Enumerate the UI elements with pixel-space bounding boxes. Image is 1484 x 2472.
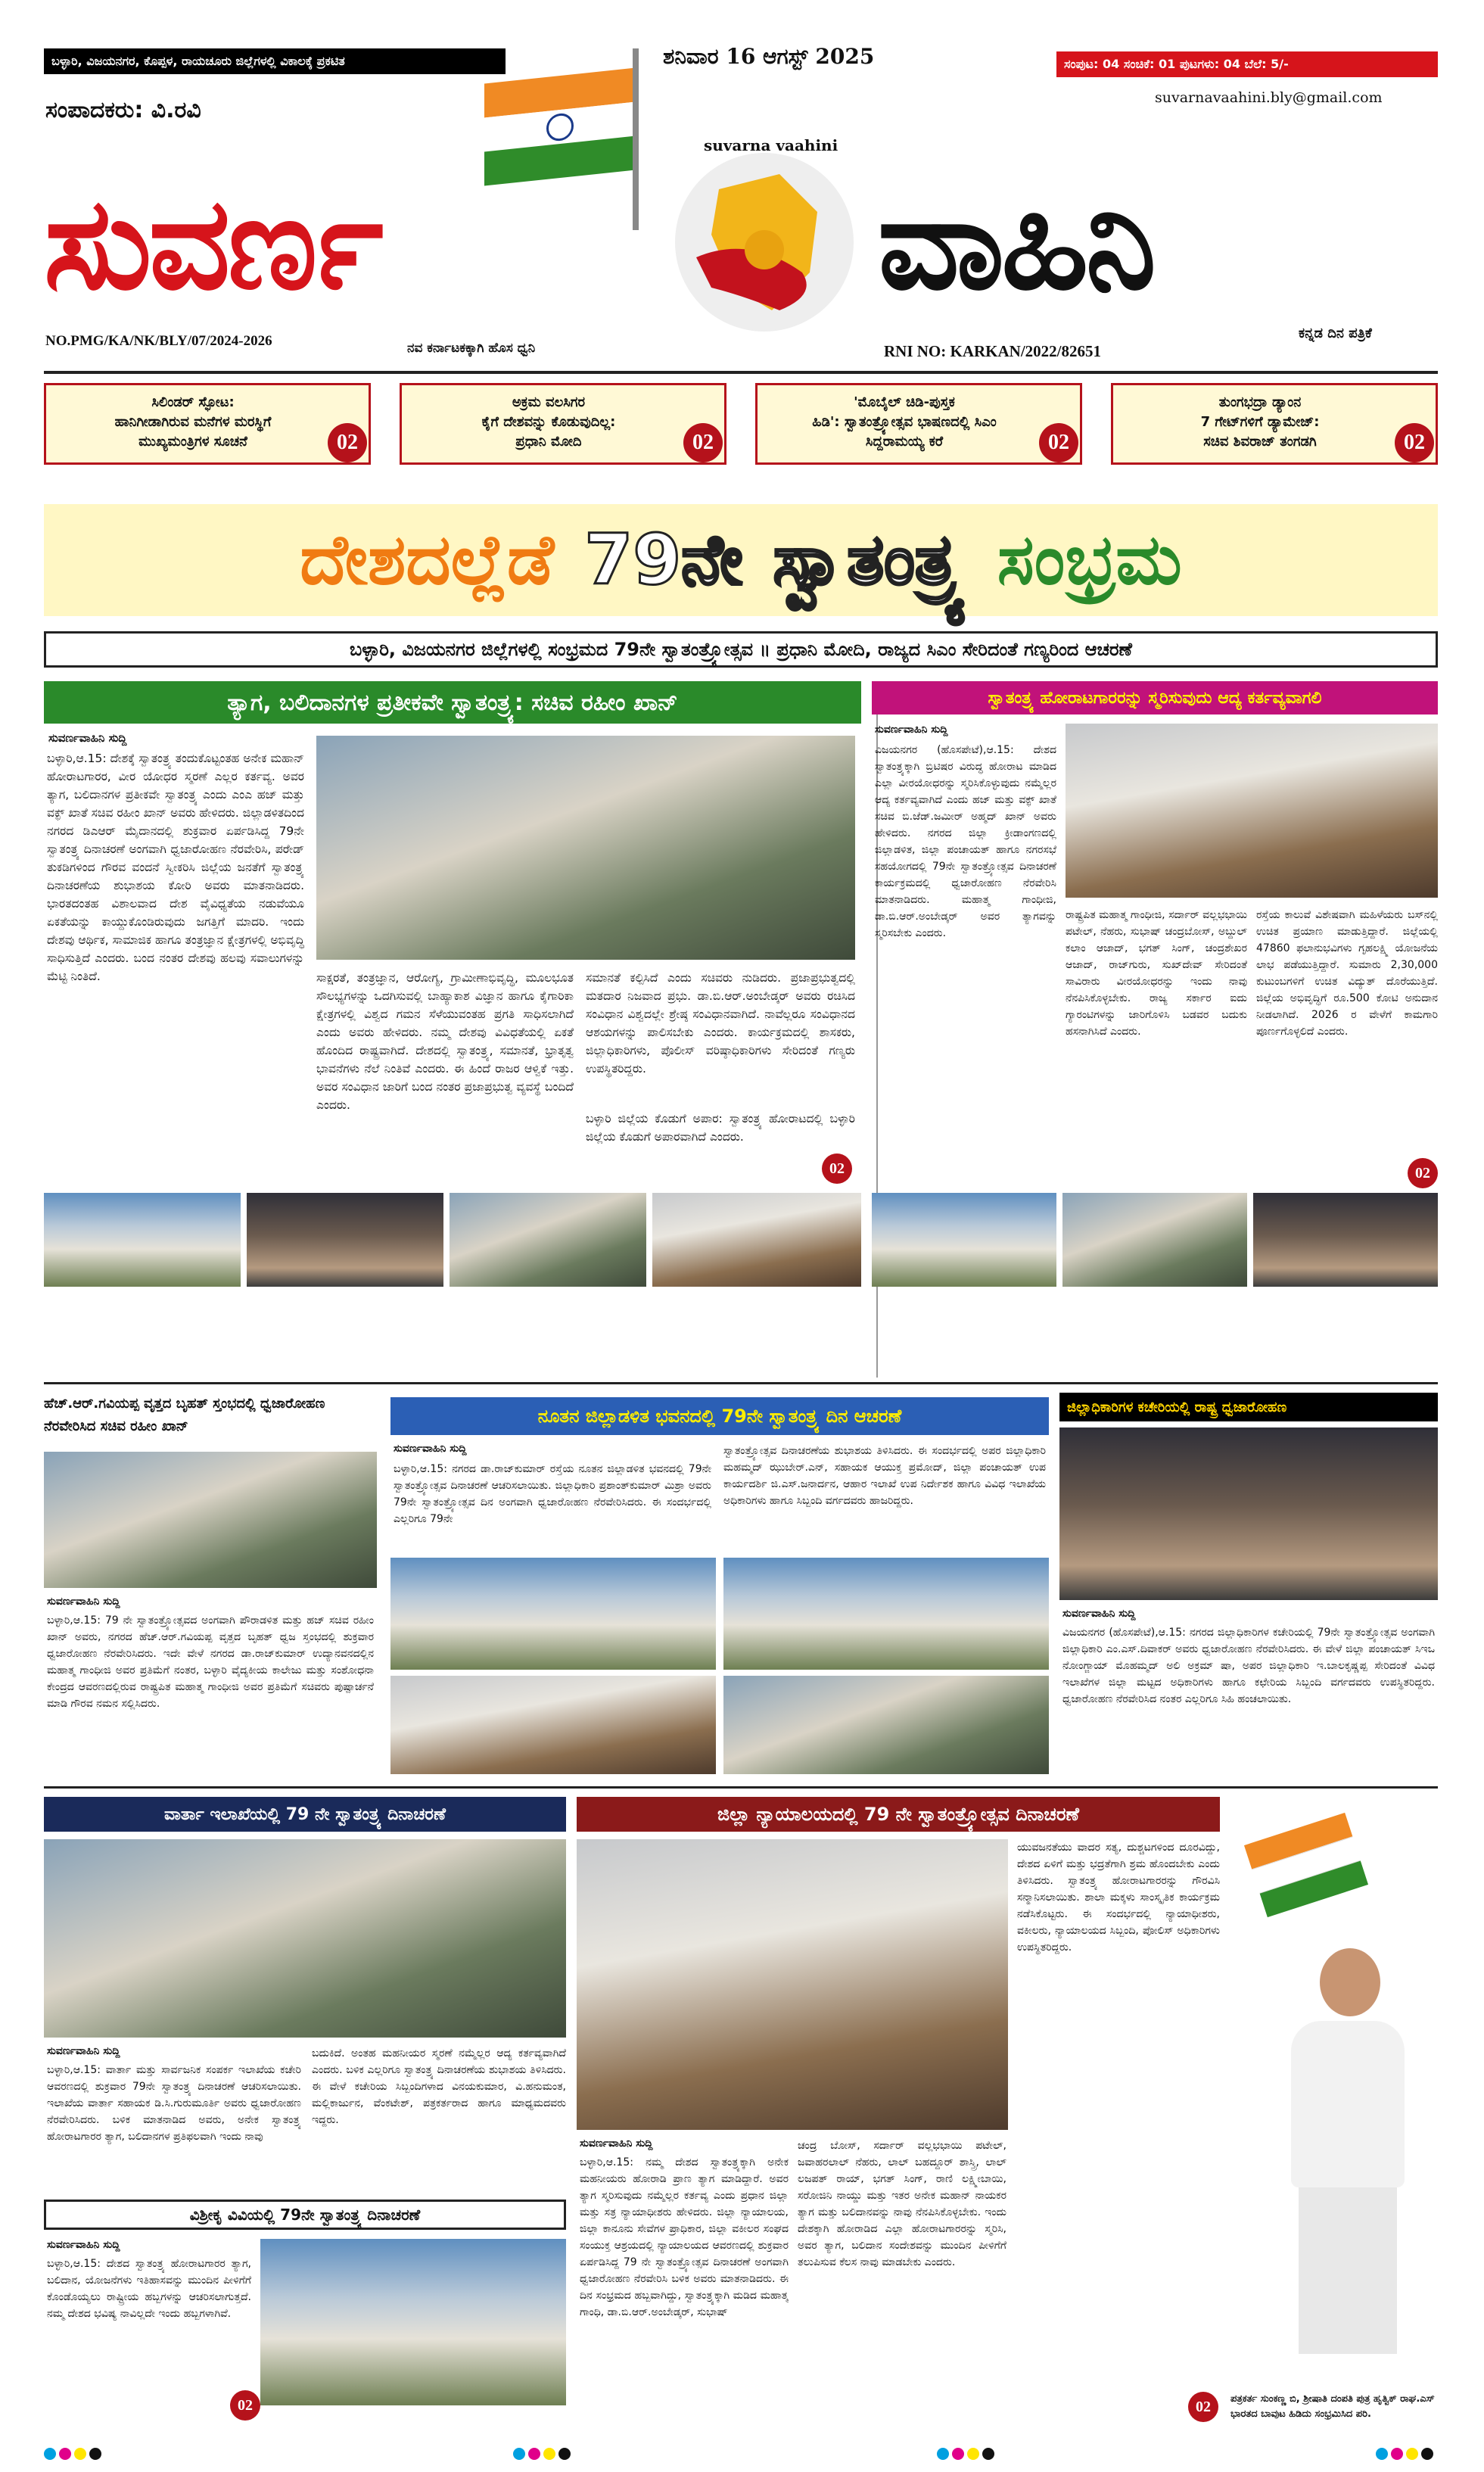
cmyk-marks-center-right	[937, 2448, 997, 2463]
story-3-headline[interactable]: ಹೆಚ್.ಆರ್.ಗವಿಯಪ್ಪ ವೃತ್ತದ ಬೃಹತ್ ಸ್ತಂಭದಲ್ಲಿ ಧ್ವಜಾರೋಹಣ ನೆರವೇರಿಸಿದ ಸಚಿವ ರಹೀಂ ಖಾನ್	[44, 1396, 325, 1434]
story-6-col2: ಬದುಕಿದೆ. ಅಂತಹ ಮಹನೀಯರ ಸ್ಮರಣೆ ನಮ್ಮೆಲ್ಲರ ಆದ್ಯ ಕರ್ತವ್ಯವಾಗಿದೆ ಎಂದರು. ಬಳಿಕ ಎಲ್ಲರಿಗೂ ಸ್ವಾತಂತ್ರ್ಯ ದಿನಾಚರಣೆಯ ಶುಭಾಶಯ ತಿಳಿಸಿದರು. ಈ ವೇಳೆ ಕಚೇರಿಯ ಸಿಬ್ಬಂದಿಗಳಾದ ವಿನಯಕುಮಾರ, ವಿ.ಹನುಮಂತ, ಮಲ್ಲಿಕಾರ್ಜುನ, ವೆಂಕಟೇಶ್, ಪತ್ರಕರ್ತರಾದ ಹಾಗೂ ಮಾಧ್ಯಮದವರು ಇದ್ದರು.	[312, 2047, 566, 2126]
story-8-col1: ಬಳ್ಳಾರಿ,ಆ.15: ನಮ್ಮ ದೇಶದ ಸ್ವಾತಂತ್ರ್ಯಕ್ಕಾಗಿ ಅನೇಕ ಮಹನೀಯರು ಹೋರಾಡಿ ಪ್ರಾಣ ತ್ಯಾಗ ಮಾಡಿದ್ದಾರೆ. ಅವರ ತ್ಯಾಗ ಸ್ಮರಿಸುವುದು ನಮ್ಮೆಲ್ಲರ ಕರ್ತವ್ಯ ಎಂದು ಪ್ರಧಾನ ಜಿಲ್ಲಾ ಮತ್ತು ಸತ್ರ ನ್ಯಾಯಾಧೀಶರು ಹೇಳಿದರು. ಜಿಲ್ಲಾ ನ್ಯಾಯಾಲಯ, ಜಿಲ್ಲಾ ಕಾನೂನು ಸೇವೆಗಳ ಪ್ರಾಧಿಕಾರ, ಜಿಲ್ಲಾ ವಕೀಲರ ಸಂಘದ ಸಂಯುಕ್ತ ಆಶ್ರಯದಲ್ಲಿ ನ್ಯಾಯಾಲಯದ ಆವರಣದಲ್ಲಿ ಶುಕ್ರವಾರ ಏರ್ಪಡಿಸಿದ್ದ 79 ನೇ ಸ್ವಾತಂತ್ರ್ಯೋತ್ಸವ ದಿನಾಚರಣೆ ಅಂಗವಾಗಿ ಧ್ವಜಾರೋಹಣ ನೆರವೇರಿಸಿ ಬಳಿಕ ಅವರು ಮಾತನಾಡಿದರು. ಈ ದಿನ ಸಂಭ್ರಮದ ಹಬ್ಬವಾಗಿದ್ದು, ಸ್ವಾತಂತ್ರ್ಯಕ್ಕಾಗಿ ಮಡಿದ ಮಹಾತ್ಮ ಗಾಂಧಿ, ಡಾ.ಬಿ.ಆರ್.ಅಂಬೇಡ್ಕರ್, ಸುಭಾಷ್	[580, 2156, 789, 2318]
story-2-col1: ವಿಜಯನಗರ (ಹೊಸಪೇಟೆ),ಆ.15: ದೇಶದ ಸ್ವಾತಂತ್ರ್ಯಕ್ಕಾಗಿ ಬ್ರಿಟಿಷರ ವಿರುದ್ಧ ಹೋರಾಟ ಮಾಡಿದ ಎಲ್ಲಾ ವೀರಯೋಧರನ್ನು ಸ್ಮರಿಸಿಕೊಳ್ಳುವುದು ನಮ್ಮೆಲ್ಲರ ಆದ್ಯ ಕರ್ತವ್ಯವಾಗಿದೆ ಎಂದು ಹಜ್ ಮತ್ತು ವಕ್ಫ್ ಖಾತೆ ಸಚಿವ ಬಿ.ಜೆಡ್.ಜಮೀರ್ ಅಹ್ಮದ್ ಖಾನ್ ಅವರು ಹೇಳಿದರು. ನಗರದ ಜಿಲ್ಲಾ ಕ್ರೀಡಾಂಗಣದಲ್ಲಿ ಜಿಲ್ಲಾಡಳಿತ, ಜಿಲ್ಲಾ ಪಂಚಾಯತ್ ಹಾಗೂ ನಗರಸಭೆ ಸಹಯೋಗದಲ್ಲಿ 79ನೇ ಸ್ವಾತಂತ್ರ್ಯೋತ್ಸವ ದಿನಾಚರಣೆ ಕಾರ್ಯಕ್ರಮದಲ್ಲಿ ಧ್ವಜಾರೋಹಣ ನೆರವೇರಿಸಿ ಮಾತನಾಡಿದರು. ಮಹಾತ್ಮ ಗಾಂಧೀಜಿ, ಡಾ.ಬಿ.ಆರ್.ಅಂಬೇಡ್ಕರ್ ಅವರ ತ್ಯಾಗವನ್ನು ಸ್ಮರಿಸಬೇಕು ಎಂದರು.	[875, 744, 1056, 939]
teaser-3[interactable]	[1111, 383, 1438, 465]
story-4-photo-building	[390, 1558, 716, 1670]
teaser-2-line2: ಹಿಡಿ': ಸ್ವಾತಂತ್ರ್ಯೋತ್ಸವ ಭಾಷಣದಲ್ಲಿ ಸಿಎಂ	[812, 414, 997, 430]
story-8-byline: ಸುವರ್ಣವಾಹಿನಿ ಸುದ್ದಿ	[580, 2137, 653, 2150]
teaser-3-line1: ತುಂಗಭದ್ರಾ ಡ್ಯಾಂನ	[1218, 394, 1302, 410]
teaser-2[interactable]	[755, 383, 1082, 465]
teaser-3-page: 02	[1395, 423, 1434, 462]
issue-date: ಶನಿವಾರ 16 ಆಗಸ್ಟ್ 2025	[663, 44, 875, 69]
story-1-page: 02	[822, 1153, 852, 1184]
story-1-col3: ಸಮಾನತೆ ಕಲ್ಪಿಸಿದೆ ಎಂದು ಸಚಿವರು ನುಡಿದರು. ಪ್ರಜಾಪ್ರಭುತ್ವದಲ್ಲಿ ಮತದಾರ ನಿಜವಾದ ಪ್ರಭು. ಡಾ.ಬಿ.ಆರ್.ಅಂಬೇಡ್ಕರ್ ಅವರು ರಚಿಸಿದ ಸಂವಿಧಾನ ವಿಶ್ವದಲ್ಲೇ ಶ್ರೇಷ್ಠ ಸಂವಿಧಾನವಾಗಿದೆ. ನಾವೆಲ್ಲರೂ ಸಂವಿಧಾನದ ಆಶಯಗಳನ್ನು ಪಾಲಿಸಬೇಕು ಎಂದರು. ಕಾರ್ಯಕ್ರಮದಲ್ಲಿ ಶಾಸಕರು, ಜಿಲ್ಲಾಧಿಕಾರಿಗಳು, ಪೊಲೀಸ್ ವರಿಷ್ಠಾಧಿಕಾರಿಗಳು ಸೇರಿದಂತೆ ಗಣ್ಯರು ಉಪಸ್ಥಿತರಿದ್ದರು.	[586, 971, 855, 1076]
story-1-headline[interactable]: ತ್ಯಾಗ, ಬಲಿದಾನಗಳ ಪ್ರತೀಕವೇ ಸ್ವಾತಂತ್ರ್ಯ: ಸಚಿವ ರಹೀಂ ಖಾನ್	[44, 681, 861, 724]
teaser-0-page: 02	[328, 423, 367, 462]
teaser-2-line3: ಸಿದ್ದರಾಮಯ್ಯ ಕರೆ	[865, 434, 944, 450]
teaser-1-line1: ಅಕ್ರಮ ವಲಸಿಗರ	[512, 394, 586, 410]
teaser-0[interactable]	[44, 383, 371, 465]
story-1-byline: ಸುವರ್ಣವಾಹಿನಿ ಸುದ್ದಿ	[48, 731, 127, 745]
story-1	[44, 681, 861, 1378]
held-flag-icon	[1244, 1813, 1368, 1917]
region-strip: ಬಳ್ಳಾರಿ, ವಿಜಯನಗರ, ಕೊಪ್ಪಳ, ರಾಯಚೂರು ಜಿಲ್ಲೆಗಳಲ್ಲಿ ವಿಕಾಲಕ್ಕೆ ಪ್ರಕಟಿತ	[44, 48, 506, 74]
story-7-body: ಬಳ್ಳಾರಿ,ಆ.15: ದೇಶದ ಸ್ವಾತಂತ್ರ್ಯ ಹೋರಾಟಗಾರರ ತ್ಯಾಗ, ಬಲಿದಾನ, ಯೋಜನೆಗಳು ಇತಿಹಾಸವನ್ನು ಮುಂದಿನ ಪೀಳಿಗೆಗೆ ಕೊಂಡೊಯ್ಯಲು ರಾಷ್ಟ್ರೀಯ ಹಬ್ಬಗಳನ್ನು ಆಚರಿಸಲಾಗುತ್ತದೆ. ನಮ್ಮ ದೇಶದ ಭವಿಷ್ಯ ನಾವಿಲ್ಲದೇ ಇಂದು ಹಬ್ಬಗಳಾಗಿವೆ.	[47, 2258, 251, 2320]
story-2-photo-speech	[872, 1193, 1056, 1287]
story-1-photo-cadets	[247, 1193, 443, 1287]
cmyk-marks-center-left	[513, 2448, 574, 2463]
issue-info: ಸಂಪುಟ: 04 ಸಂಚಿಕೆ: 01 ಪುಟಗಳು: 04 ಬೆಲೆ: 5/-	[1056, 51, 1438, 77]
banner-word-1: ದೇಶದಲ್ಲೆಡೆ	[300, 519, 555, 600]
teaser-0-line2: ಹಾನಿಗೀಡಾಗಿರುವ ಮನೆಗಳ ಮರಸ್ಥಿಗೆ	[114, 414, 272, 430]
story-4-col2: ಸ್ವಾತಂತ್ರ್ಯೋತ್ಸವ ದಿನಾಚರಣೆಯ ಶುಭಾಶಯ ತಿಳಿಸಿದರು. ಈ ಸಂದರ್ಭದಲ್ಲಿ ಅಪರ ಜಿಲ್ಲಾಧಿಕಾರಿ ಮಹಮ್ಮದ್ ಝುಬೇರ್.ಎನ್, ಸಹಾಯಕ ಆಯುಕ್ತ ಪ್ರಮೋದ್, ಜಿಲ್ಲಾ ಪಂಚಾಯತ್ ಉಪ ಕಾರ್ಯದರ್ಶಿ ಜಿ.ಎಸ್.ಜನಾರ್ದನ, ಆಹಾರ ಇಲಾಖೆ ಉಪ ನಿರ್ದೇಶಕ ಹಾಗೂ ವಿವಿಧ ಇಲಾಖೆಯ ಅಧಿಕಾರಿಗಳು ಹಾಗೂ ಸಿಬ್ಬಂದಿ ವರ್ಗದವರು ಹಾಜರಿದ್ದರು.	[723, 1445, 1046, 1507]
story-8-photo	[577, 1839, 1008, 2130]
teaser-3-line2: 7 ಗೇಟ್‌ಗಳಿಗೆ ಡ್ಯಾಮೇಜ್:	[1200, 414, 1320, 430]
banner-word-3: ಸ್ವಾತಂತ್ರ್ಯ	[773, 519, 967, 600]
title-left: ಸುವರ್ಣ	[44, 170, 381, 318]
story-8-headline[interactable]: ಜಿಲ್ಲಾ ನ್ಯಾಯಾಲಯದಲ್ಲಿ 79 ನೇ ಸ್ವಾತಂತ್ರ್ಯೋತ್ಸವ ದಿನಾಚರಣೆ	[577, 1797, 1220, 1832]
brand-small: suvarna vaahini	[704, 136, 838, 154]
child-figure	[1291, 1948, 1405, 2372]
story-7-photo	[260, 2239, 566, 2405]
story-2-photo-main	[1066, 724, 1438, 898]
teaser-1[interactable]	[400, 383, 726, 465]
story-4-col1: ಬಳ್ಳಾರಿ,ಆ.15: ನಗರದ ಡಾ.ರಾಜ್‌ಕುಮಾರ್ ರಸ್ತೆಯ ನೂತನ ಜಿಲ್ಲಾಡಳಿತ ಭವನದಲ್ಲಿ 79ನೇ ಸ್ವಾತಂತ್ರ್ಯೋತ್ಸವ ದಿನಾಚರಣೆ ಆಚರಿಸಲಾಯಿತು. ಜಿಲ್ಲಾಧಿಕಾರಿ ಪ್ರಶಾಂತ್‌ಕುಮಾರ್ ಮಿಶ್ರಾ ಅವರು 79ನೇ ಸ್ವಾತಂತ್ರ್ಯೋತ್ಸವ ದಿನ ಅಂಗವಾಗಿ ಧ್ವಜಾರೋಹಣ ನೆರವೇರಿಸಿದರು. ಈ ಸಂದರ್ಭದಲ್ಲಿ ಎಲ್ಲರಿಗೂ 79ನೇ	[394, 1463, 711, 1525]
story-8-page: 02	[1188, 2392, 1218, 2422]
story-6	[44, 1797, 566, 2190]
story-1-photo-main	[316, 736, 855, 960]
indian-flag-icon	[484, 67, 636, 185]
story-2-photo-march	[1253, 1193, 1438, 1287]
story-1-col2: ಸಾಕ್ಷರತೆ, ತಂತ್ರಜ್ಞಾನ, ಆರೋಗ್ಯ, ಗ್ರಾಮೀಣಾಭಿವೃದ್ಧಿ, ಮೂಲಭೂತ ಸೌಲಭ್ಯಗಳನ್ನು ಒದಗಿಸುವಲ್ಲಿ ಬಾಹ್ಯಾಕಾಶ ವಿಜ್ಞಾನ ಹಾಗೂ ಕೈಗಾರಿಕಾ ಕ್ಷೇತ್ರಗಳಲ್ಲಿ ವಿಶ್ವದ ಗಮನ ಸೆಳೆಯುವಂತಹ ಪ್ರಗತಿ ಸಾಧಿಸಲಾಗಿದೆ ಎಂದು ಅವರು ಹೇಳಿದರು. ನಮ್ಮ ದೇಶವು ವಿವಿಧತೆಯಲ್ಲಿ ಏಕತೆ ಹೊಂದಿದ ರಾಷ್ಟ್ರವಾಗಿದೆ. ದೇಶದಲ್ಲಿ ಸ್ವಾತಂತ್ರ್ಯ, ಸಮಾನತೆ, ಭ್ರಾತೃತ್ವ ಭಾವನೆಗಳು ನೆಲೆ ನಿಂತಿವೆ ಎಂದರು. ಈ ಹಿಂದೆ ರಾಜರ ಆಳ್ವಿಕೆ ಇತ್ತು. ಅವರ ಸಂವಿಧಾನ ಜಾರಿಗೆ ಬಂದ ನಂತರ ಪ್ರಜಾಪ್ರಭುತ್ವ ವ್ಯವಸ್ಥೆ ಬಂದಿದೆ ಎಂದರು.	[316, 971, 574, 1112]
main-banner	[44, 504, 1438, 616]
story-2-photo-officials	[1062, 1193, 1247, 1287]
story-1-photo-stage	[652, 1193, 861, 1287]
teaser-0-line1: ಸಿಲಿಂಡರ್ ಸ್ಫೋಟ:	[151, 394, 235, 410]
teaser-2-line1: 'ಮೊಬೈಲ್ ಚಿಡಿ-ಪುಸ್ತಕ	[854, 394, 955, 410]
child-flag-photo	[1230, 1797, 1438, 2387]
story-2-page: 02	[1408, 1158, 1438, 1188]
story-4	[390, 1393, 1049, 1779]
karnataka-emblem-icon	[666, 144, 863, 333]
story-1-col1: ಬಳ್ಳಾರಿ,ಆ.15: ದೇಶಕ್ಕೆ ಸ್ವಾತಂತ್ರ್ಯ ತಂದುಕೊಟ್ಟಂತಹ ಅನೇಕ ಮಹಾನ್ ಹೋರಾಟಗಾರರ, ವೀರ ಯೋಧರ ಸ್ಮರಣೆ ಎಲ್ಲರ ಕರ್ತವ್ಯ. ಅವರ ತ್ಯಾಗ, ಬಲಿದಾನಗಳ ಪ್ರತೀಕವೇ ಸ್ವಾತಂತ್ರ್ಯ ಎಂದು ಎಂಎ ಹಜ್ ಮತ್ತು ವಕ್ಫ್ ಖಾತೆ ಸಚಿವ ರಹೀಂ ಖಾನ್ ಅವರು ಹೇಳಿದರು. ಜಿಲ್ಲಾಡಳಿತದಿಂದ ನಗರದ ಡಿಎಆರ್ ಮೈದಾನದಲ್ಲಿ ಶುಕ್ರವಾರ ಏರ್ಪಡಿಸಿದ್ದ 79ನೇ ಸ್ವಾತಂತ್ರ್ಯ ದಿನಾಚರಣೆ ಅಂಗವಾಗಿ ಧ್ವಜಾರೋಹಣ ನೆರವೇರಿಸಿ, ಪರೇಡ್ ತುಕಡಿಗಳಿಂದ ಗೌರವ ವಂದನೆ ಸ್ವೀಕರಿಸಿ ಜಿಲ್ಲೆಯ ಜನತೆಗೆ ಸ್ವಾತಂತ್ರ್ಯ ದಿನಾಚರಣೆಯ ಶುಭಾಶಯ ಕೋರಿ ಅವರು ಮಾತನಾಡಿದರು. ಭಾರತದಂತಹ ವಿಶಾಲವಾದ ದೇಶ ವೈವಿಧ್ಯತೆಯ ನಡುವೆಯೂ ಏಕತೆಯನ್ನು ಕಾಯ್ದುಕೊಂಡಿರುವುದು ಜಗತ್ತಿಗೆ ಮಾದರಿ. ಇಂದು ದೇಶವು ಆರ್ಥಿಕ, ಸಾಮಾಜಿಕ ಹಾಗೂ ತಂತ್ರಜ್ಞಾನ ಕ್ಷೇತ್ರಗಳಲ್ಲಿ ಅಭಿವೃದ್ಧಿ ಸಾಧಿಸುತ್ತಿದೆ ಎಂದರು. ಬಂದ ನಂತರ ದೇಶವು ಹಲವು ಸವಾಲುಗಳನ್ನು ಮೆಟ್ಟಿ ನಿಂತಿದೆ.	[47, 752, 304, 983]
editor-name: ಸಂಪಾದಕರು: ವಿ.ರವಿ	[45, 97, 201, 123]
story-5	[1059, 1393, 1438, 1779]
story-4-photo-building2	[723, 1558, 1049, 1670]
banner-word-2: 79ನೇ	[584, 519, 743, 600]
story-3-byline: ಸುವರ್ಣವಾಹಿನಿ ಸುದ್ದಿ	[47, 1596, 120, 1608]
story-6-byline: ಸುವರ್ಣವಾಹಿನಿ ಸುದ್ದಿ	[47, 2045, 120, 2057]
teaser-3-line3: ಸಚಿವ ಶಿವರಾಜ್ ತಂಗಡಗಿ	[1203, 434, 1317, 450]
photo-caption: ಪತ್ರಕರ್ತ ಸುಂಕಣ್ಣ ಬಿ, ಶ್ರೀಷಾತಿ ದಂಪತಿ ಪುತ್ರ ಹೃತ್ವಿಕ್ ರಾಘ.ಎಸ್ ಭಾರತದ ಬಾವುಟ ಹಿಡಿದು ಸಂಭ್ರಮಿಸಿದ ಪರಿ.	[1230, 2393, 1435, 2420]
story-4-photo-group	[723, 1676, 1049, 1774]
story-6-col1: ಬಳ್ಳಾರಿ,ಆ.15: ವಾರ್ತಾ ಮತ್ತು ಸಾರ್ವಜನಿಕ ಸಂಪರ್ಕ ಇಲಾಖೆಯ ಕಚೇರಿ ಆವರಣದಲ್ಲಿ ಶುಕ್ರವಾರ 79ನೇ ಸ್ವಾತಂತ್ರ್ಯ ದಿನಾಚರಣೆ ಆಚರಿಸಲಾಯಿತು. ಇಲಾಖೆಯ ವಾರ್ತಾ ಸಹಾಯಕ ಡಿ.ಸಿ.ಗುರುಮೂರ್ತಿ ಅವರು ಧ್ವಜಾರೋಹಣ ನೆರವೇರಿಸಿದರು. ಬಳಿಕ ಮಾತನಾಡಿದ ಅವರು, ಅನೇಕ ಸ್ವಾತಂತ್ರ್ಯ ಹೋರಾಟಗಾರರ ತ್ಯಾಗ, ಬಲಿದಾನಗಳ ಪ್ರತಿಫಲವಾಗಿ ಇಂದು ನಾವು	[47, 2064, 301, 2143]
teaser-1-line2: ಕೈಗೆ ದೇಶವನ್ನು ಕೊಡುವುದಿಲ್ಲ:	[481, 414, 616, 430]
story-4-photo-officials	[390, 1676, 716, 1774]
masthead-rule	[44, 371, 1438, 374]
story-7-byline: ಸುವರ್ಣವಾಹಿನಿ ಸುದ್ದಿ	[47, 2239, 120, 2251]
story-2	[872, 681, 1438, 1378]
flag-pole	[633, 48, 639, 230]
story-5-body: ವಿಜಯನಗರ (ಹೊಸಪೇಟೆ),ಆ.15: ನಗರದ ಜಿಲ್ಲಾಧಿಕಾರಿಗಳ ಕಚೇರಿಯಲ್ಲಿ 79ನೇ ಸ್ವಾತಂತ್ರ್ಯೋತ್ಸವ ಅಂಗವಾಗಿ ಜಿಲ್ಲಾಧಿಕಾರಿ ಎಂ.ಎಸ್.ದಿವಾಕರ್ ಅವರು ಧ್ವಜಾರೋಹಣ ನೆರವೇರಿಸಿದರು. ಈ ವೇಳೆ ಜಿಲ್ಲಾ ಪಂಚಾಯತ್ ಸಿಇಒ ನೋಂಗ್ಜಾಯ್ ಮೊಹಮ್ಮದ್ ಅಲಿ ಅಕ್ರಮ್ ಷಾ, ಅಪರ ಜಿಲ್ಲಾಧಿಕಾರಿ ಇ.ಬಾಲಕೃಷ್ಣಪ್ಪ ಸೇರಿದಂತೆ ವಿವಿಧ ಇಲಾಖೆಗಳ ಜಿಲ್ಲಾ ಮಟ್ಟದ ಅಧಿಕಾರಿಗಳು ಹಾಗೂ ಕಛೇರಿಯ ಸಿಬ್ಬಂದಿ ವರ್ಗದವರು ಉಪಸ್ಥಿತರಿದ್ದರು. ಧ್ವಜಾರೋಹಣ ನೆರವೇರಿಸಿದ ನಂತರ ಎಲ್ಲರಿಗೂ ಸಿಹಿ ಹಂಚಲಾಯಿತು.	[1062, 1627, 1435, 1705]
story-8	[577, 1797, 1220, 2427]
sub-banner: ಬಳ್ಳಾರಿ, ವಿಜಯನಗರ ಜಿಲ್ಲೆಗಳಲ್ಲಿ ಸಂಭ್ರಮದ 79ನೇ ಸ್ವಾತಂತ್ರ್ಯೋತ್ಸವ ॥ ಪ್ರಧಾನಿ ಮೋದಿ, ರಾಜ್ಯದ ಸಿಎಂ ಸೇರಿದಂತೆ ಗಣ್ಯರಿಂದ ಆಚರಣೆ	[44, 631, 1438, 668]
masthead	[0, 0, 1484, 378]
story-1-photo-band	[450, 1193, 646, 1287]
story-1-photo-parade	[44, 1193, 241, 1287]
banner-word-4: ಸಂಭ್ರಮ	[997, 519, 1182, 600]
story-5-headline[interactable]: ಜಿಲ್ಲಾಧಿಕಾರಿಗಳ ಕಚೇರಿಯಲ್ಲಿ ರಾಷ್ಟ್ರ ಧ್ವಜಾರೋಹಣ	[1059, 1393, 1438, 1421]
teaser-1-line3: ಪ್ರಧಾನಿ ಮೋದಿ	[515, 434, 582, 450]
story-2-headline[interactable]: ಸ್ವಾತಂತ್ರ್ಯ ಹೋರಾಟಗಾರರನ್ನು ಸ್ಮರಿಸುವುದು ಆದ್ಯ ಕರ್ತವ್ಯವಾಗಲಿ	[872, 681, 1438, 715]
section-rule-2	[44, 1786, 1438, 1789]
story-5-byline: ಸುವರ್ಣವಾಹಿನಿ ಸುದ್ದಿ	[1062, 1608, 1136, 1620]
teaser-2-page: 02	[1039, 423, 1078, 462]
story-4-byline: ಸುವರ್ಣವಾಹಿನಿ ಸುದ್ದಿ	[394, 1443, 467, 1455]
story-6-headline[interactable]: ವಾರ್ತಾ ಇಲಾಖೆಯಲ್ಲಿ 79 ನೇ ಸ್ವಾತಂತ್ರ್ಯ ದಿನಾಚರಣೆ	[44, 1797, 566, 1832]
teaser-strip	[44, 383, 1438, 466]
story-8-col3: ಯುವಜನತೆಯು ವಾದರ ಸತ್ಯ, ದುಶ್ಚಟಗಳಿಂದ ದೂರವಿದ್ದು, ದೇಶದ ಏಳಿಗೆ ಮತ್ತು ಭದ್ರತೆಗಾಗಿ ಶ್ರಮ ಹೊಂದಬೇಕು ಎಂದು ತಿಳಿಸಿದರು. ಸ್ವಾತಂತ್ರ್ಯ ಹೋರಾಟಗಾರರನ್ನು ಗೌರವಿಸಿ ಸನ್ಮಾನಿಸಲಾಯಿತು. ಶಾಲಾ ಮಕ್ಕಳು ಸಾಂಸ್ಕೃತಿಕ ಕಾರ್ಯಕ್ರಮ ನಡೆಸಿಕೊಟ್ಟರು. ಈ ಸಂದರ್ಭದಲ್ಲಿ ನ್ಯಾಯಾಧೀಶರು, ವಕೀಲರು, ನ್ಯಾಯಾಲಯದ ಸಿಬ್ಬಂದಿ, ಪೋಲಿಸ್ ಅಧಿಕಾರಿಗಳು ಉಪಸ್ಥಿತರಿದ್ದರು.	[1017, 1842, 1220, 1954]
section-rule-1	[44, 1382, 1438, 1384]
cmyk-marks-right	[1376, 2448, 1436, 2463]
story-2-col3: ರಸ್ತೆಯ ಕಾಲುವೆ ವಿಶೇಷವಾಗಿ ಮಹಿಳೆಯರು ಬಸ್‌ನಲ್ಲಿ ಉಚಿತ ಪ್ರಯಾಣ ಮಾಡುತ್ತಿದ್ದಾರೆ. ಜಿಲ್ಲೆಯಲ್ಲಿ 47860 ಫಲಾನುಭವಿಗಳು ಗೃಹಲಕ್ಷ್ಮಿ ಯೋಜನೆಯ ಲಾಭ ಪಡೆಯುತ್ತಿದ್ದಾರೆ. ಸುಮಾರು 2,30,000 ಕುಟುಂಬಗಳಿಗೆ ಉಚಿತ ವಿದ್ಯುತ್ ದೊರೆಯುತ್ತಿದೆ. ಜಿಲ್ಲೆಯ ಅಭಿವೃದ್ಧಿಗೆ ರೂ.500 ಕೋಟಿ ಅನುದಾನ ನೀಡಲಾಗಿದೆ. 2026 ರ ವೇಳೆಗೆ ಕಾಮಗಾರಿ ಪೂರ್ಣಗೊಳ್ಳಲಿದೆ ಎಂದರು.	[1256, 909, 1438, 1038]
story-7-page: 02	[230, 2390, 260, 2421]
story-2-byline: ಸುವರ್ಣವಾಹಿನಿ ಸುದ್ದಿ	[875, 724, 948, 736]
rni-number: RNI NO: KARKAN/2022/82651	[884, 342, 1101, 360]
paper-type: ಕನ್ನಡ ದಿನ ಪತ್ರಿಕೆ	[1299, 325, 1372, 341]
story-8-col2: ಚಂದ್ರ ಬೋಸ್, ಸರ್ದಾರ್ ವಲ್ಲಭಭಾಯಿ ಪಟೇಲ್, ಜವಾಹರಲಾಲ್ ನೆಹರು, ಲಾಲ್ ಬಹದ್ದೂರ್ ಶಾಸ್ತ್ರಿ, ಲಾಲ್ ಲಜಪತ್ ರಾಯ್, ಭಗತ್ ಸಿಂಗ್, ರಾಣಿ ಲಕ್ಷ್ಮೀಬಾಯಿ, ಸರೋಜಿನಿ ನಾಯ್ಡು ಮತ್ತು ಇತರ ಅನೇಕ ಮಹಾನ್ ನಾಯಕರ ತ್ಯಾಗ ಮತ್ತು ಬಲಿದಾನವನ್ನು ನಾವು ನೆನಪಿಸಿಕೊಳ್ಳಬೇಕು. ಇಂದು ದೇಶಕ್ಕಾಗಿ ಹೋರಾಡಿದ ಎಲ್ಲಾ ಹೋರಾಟಗಾರರನ್ನು ಸ್ಮರಿಸಿ, ಅವರ ತ್ಯಾಗ, ಬಲಿದಾನ ಸಂದೇಶವನ್ನು ಮುಂದಿನ ಪೀಳಿಗೆಗೆ ತಲುಪಿಸುವ ಕೆಲಸ ನಾವು ಮಾಡಬೇಕು ಎಂದರು.	[798, 2140, 1006, 2268]
story-3	[44, 1393, 377, 1779]
story-4-headline[interactable]: ನೂತನ ಜಿಲ್ಲಾಡಳಿತ ಭವನದಲ್ಲಿ 79ನೇ ಸ್ವಾತಂತ್ರ್ಯ ದಿನ ಆಚರಣೆ	[390, 1397, 1049, 1435]
story-7	[44, 2200, 566, 2427]
teaser-0-line3: ಮುಖ್ಯಮಂತ್ರಿಗಳ ಸೂಚನೆ	[138, 434, 247, 450]
registration-number: NO.PMG/KA/NK/BLY/07/2024-2026	[45, 333, 272, 349]
story-7-headline[interactable]: ವಿಶ್ರೀಕೃ ವಿವಿಯಲ್ಲಿ 79ನೇ ಸ್ವಾತಂತ್ರ್ಯ ದಿನಾಚರಣೆ	[44, 2200, 566, 2230]
cmyk-marks-left	[44, 2448, 104, 2463]
email: suvarnavaahini.bly@gmail.com	[1155, 89, 1383, 106]
story-6-photo	[44, 1839, 566, 2038]
story-2-col2: ರಾಷ್ಟ್ರಪಿತ ಮಹಾತ್ಮ ಗಾಂಧೀಜಿ, ಸರ್ದಾರ್ ವಲ್ಲಭಭಾಯಿ ಪಟೇಲ್, ನೆಹರು, ಸುಭಾಷ್ ಚಂದ್ರಬೋಸ್, ಅಬ್ದುಲ್ ಕಲಾಂ ಆಜಾದ್, ಭಗತ್ ಸಿಂಗ್, ಚಂದ್ರಶೇಖರ ಆಜಾದ್, ರಾಜ್‌ಗುರು, ಸುಖ್‌ದೇವ್ ಸೇರಿದಂತೆ ಸಾವಿರಾರು ವೀರಯೋಧರನ್ನು ಇಂದು ನಾವು ನೆನಪಿಸಿಕೊಳ್ಳಬೇಕು. ರಾಜ್ಯ ಸರ್ಕಾರ ಐದು ಗ್ಯಾರಂಟಿಗಳನ್ನು ಜಾರಿಗೊಳಿಸಿ ಬಡವರ ಬದುಕು ಹಸನಾಗಿಸಿದೆ ಎಂದರು.	[1066, 909, 1247, 1038]
story-1-highlight: ಬಳ್ಳಾರಿ ಜಿಲ್ಲೆಯ ಕೊಡುಗೆ ಅಪಾರ: ಸ್ವಾತಂತ್ರ್ಯ ಹೋರಾಟದಲ್ಲಿ ಬಳ್ಳಾರಿ ಜಿಲ್ಲೆಯ ಕೊಡುಗೆ ಅಪಾರವಾಗಿದೆ ಎಂದರು.	[586, 1112, 855, 1144]
story-3-photo	[44, 1452, 377, 1588]
story-3-body: ಬಳ್ಳಾರಿ,ಆ.15: 79 ನೇ ಸ್ವಾತಂತ್ರ್ಯೋತ್ಸವದ ಅಂಗವಾಗಿ ಪೌರಾಡಳಿತ ಮತ್ತು ಹಜ್ ಸಚಿವ ರಹೀಂ ಖಾನ್ ಅವರು, ನಗರದ ಹೆಚ್.ಆರ್.ಗವಿಯಪ್ಪ ವೃತ್ತದ ಬೃಹತ್ ಧ್ವಜ ಸ್ತಂಭದಲ್ಲಿ ಶುಕ್ರವಾರ ಧ್ವಜಾರೋಹಣ ನೆರವೇರಿಸಿದರು. ಇದೇ ವೇಳೆ ನಗರದ ಡಾ.ರಾಜ್‌ಕುಮಾರ್ ಉದ್ಯಾನವನದಲ್ಲಿನ ಮಹಾತ್ಮ ಗಾಂಧೀಜಿ ಅವರ ಪ್ರತಿಮೆಗೆ ನಂತರ, ಬಳ್ಳಾರಿ ವೈದ್ಯಕೀಯ ಕಾಲೇಜು ಮತ್ತು ಸಂಶೋಧನಾ ಕೇಂದ್ರದ ಆವರಣದಲ್ಲಿರುವ ರಾಷ್ಟ್ರಪಿತ ಮಹಾತ್ಮ ಗಾಂಧೀಜಿ ಅವರ ಪ್ರತಿಮೆಗೆ ಸಚಿವರು ಪುಷ್ಪಾರ್ಚನೆ ಮಾಡಿ ಗೌರವ ನಮನ ಸಲ್ಲಿಸಿದರು.	[47, 1614, 374, 1710]
teaser-1-page: 02	[683, 423, 723, 462]
title-right: ವಾಹಿನಿ	[878, 170, 1153, 318]
story-5-photo	[1059, 1427, 1438, 1600]
tagline: ನವ ಕರ್ನಾಟಕಕ್ಕಾಗಿ ಹೊಸ ಧ್ವನಿ	[407, 341, 536, 356]
registration-marks	[44, 2448, 1438, 2463]
